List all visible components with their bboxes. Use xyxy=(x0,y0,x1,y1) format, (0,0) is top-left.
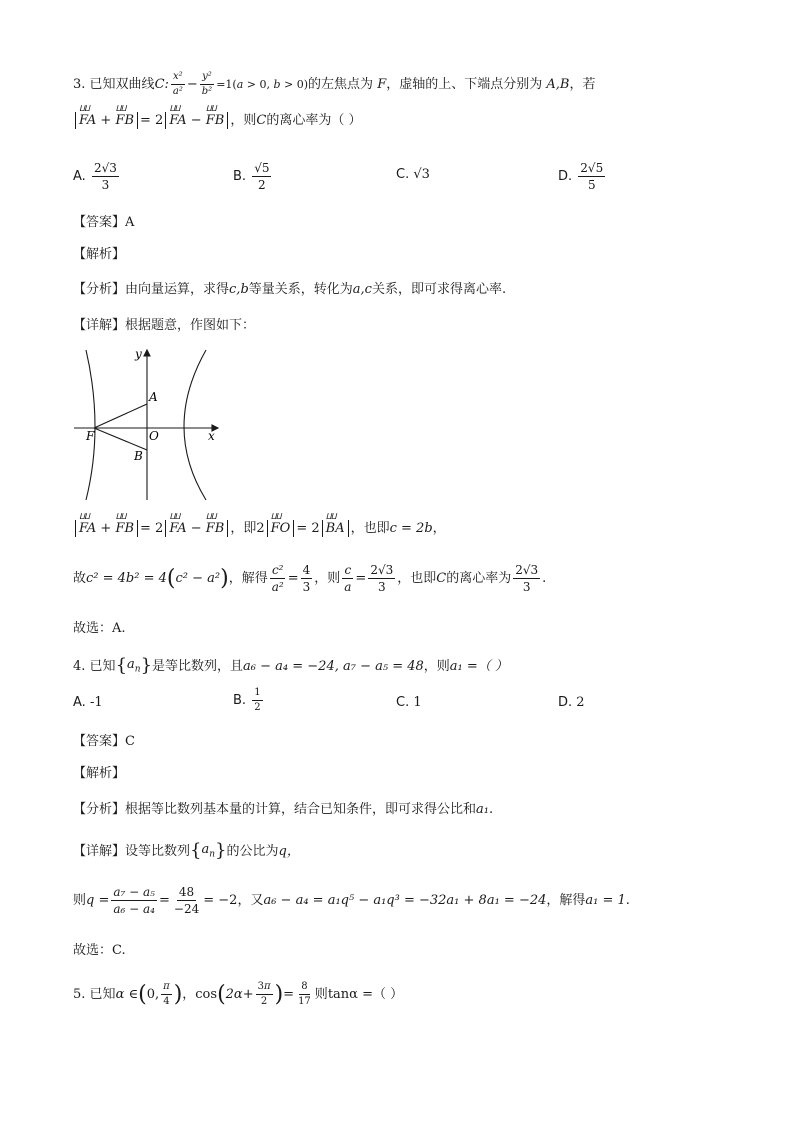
q4-option-b-num: 1 xyxy=(252,688,262,701)
q5-number: 5. xyxy=(73,987,86,1002)
q4-option-a-value: -1 xyxy=(89,695,103,710)
label-b: B xyxy=(134,449,143,463)
q4-stem-b: 是等比数列，且 xyxy=(152,658,244,674)
q3-step2-frac-43: $\frac{4}{3}$ xyxy=(302,563,311,594)
q3-answer-tag: 【答案】 xyxy=(73,215,126,230)
q4-step-tail: ，解得 xyxy=(546,893,586,908)
q3-stem-c: ，虚轴的上、下端点分别为 xyxy=(386,77,543,92)
q3-eq-cond: =1(a > 0, b > 0) xyxy=(216,78,309,91)
q3-conclusion: 故选：A. xyxy=(73,621,126,636)
q3-answer xyxy=(73,216,134,229)
q3-step2-frac-e2: $\frac{2√3}{3}$ xyxy=(515,563,539,594)
q4-detail-b: 的公比为 xyxy=(226,843,279,859)
q4-analysis-tag: 【解析】 xyxy=(73,766,126,781)
q3-fenxi-tag: 【分析】 xyxy=(73,282,126,297)
q3-cond-tail: ，则 xyxy=(230,113,257,128)
q4-option-b-label: B. xyxy=(233,693,247,708)
segment-fa xyxy=(94,404,147,428)
q3-step2-head: 故 xyxy=(73,571,87,586)
q4-number: 4. xyxy=(73,658,86,674)
q4-detail-tag: 【详解】 xyxy=(73,843,126,859)
q3-option-d-value xyxy=(578,162,605,191)
q3-fenxi-text-a: 由向量运算，求得 xyxy=(125,282,230,297)
q3-fenxi-text-c: 关系，即可求得离心率. xyxy=(371,282,507,297)
q3-step1-eq: c = 2b xyxy=(389,521,433,536)
q4-option-d-label: D. xyxy=(558,695,573,710)
label-o: O xyxy=(149,429,159,443)
q3-fenxi-vars2: a,c xyxy=(352,282,372,297)
q3-step2-eq: c² = 4b² = 4 xyxy=(86,571,167,586)
q4-option-b-den: 2 xyxy=(254,702,261,713)
q3-option-d-label: D. xyxy=(558,169,573,184)
q3-option-b-value xyxy=(252,162,271,191)
q3-option-b-label: B. xyxy=(233,169,247,184)
q3-step2-end: 的离心率为 xyxy=(446,571,512,586)
label-y: y xyxy=(135,347,142,361)
q3-step2-solve: ，解得 xyxy=(228,571,268,586)
q3-step1-mid: ，即 xyxy=(230,521,257,536)
q4-answer xyxy=(73,735,135,748)
q4-detail-a: 设等比数列 xyxy=(125,843,191,859)
q4-ask: a₁ =（ ） xyxy=(449,658,508,674)
q3-stem-d: ，若 xyxy=(569,77,596,92)
q3-option-c-value: √3 xyxy=(413,167,430,182)
q3-stem-line-2: ⵡⵡ FA + ⵡⵡ FB = 2 ⵡⵡ FA − ⵡⵡ FB ，则 C 的离心率为（ ） xyxy=(73,112,361,129)
q4-step-frac-a: $\frac{\text{a₇ − a₅}}{\text{a₆ − a₄}}$ xyxy=(113,885,155,916)
label-a: A xyxy=(149,390,158,404)
hyperbola-figure xyxy=(72,344,222,504)
q5-ask: tanα =（ ） xyxy=(327,987,404,1002)
q3-option-b-num: √5 xyxy=(254,161,270,175)
q4-step: 则 q = $\frac{\text{a₇ − a₅}}{\text{a₆ − a₄}}$ = $\frac{48}{-24}$ = −2 ，又 a₆ − a₄ = a₁q⁵ − a₁q³ = −32a₁ + 8a₁ = −24 ，解得 a₁ = 1. xyxy=(73,885,630,916)
q3-answer-value: A xyxy=(125,215,135,230)
q3-option-a[interactable] xyxy=(73,162,121,191)
q3-step2-tail: ，也即 xyxy=(397,571,437,586)
hyperbola-left-branch xyxy=(86,350,95,500)
q3-step-1: ⵡⵡ FA + ⵡⵡ FB = 2 ⵡⵡ FA − ⵡⵡ FB ，即 2 ⵡⵡ FO = 2 ⵡⵡ BA ，也即 c = 2b ， xyxy=(73,520,446,537)
q4-conclusion: 故选：C. xyxy=(73,943,126,958)
q3-option-d-num: 2√5 xyxy=(580,161,604,175)
q4-detail: 【详解】 设等比数列 { $a_n$ } 的公比为 q， xyxy=(73,840,300,861)
q3-step2-inner: c² − a² xyxy=(175,571,221,586)
q3-frac-x2a2: $\frac{\text{x²}}{\text{a²}}$ xyxy=(172,71,183,97)
q3-step2-frac-e1: $\frac{2√3}{3}$ xyxy=(370,563,394,594)
q4-stem-a: 已知 xyxy=(89,658,116,674)
q3-option-d-den: 5 xyxy=(587,178,596,192)
q3-detail xyxy=(73,319,255,332)
q4-option-a[interactable] xyxy=(73,696,103,709)
q4-option-c-label: C. xyxy=(396,695,410,710)
q3-step1-norm-diff: ⵡⵡ FA − ⵡⵡ FB xyxy=(165,520,228,537)
q4-step-mid: ，又 xyxy=(237,893,264,908)
q3-step2-then: ，则 xyxy=(314,571,341,586)
q4-fenxi xyxy=(73,803,493,816)
q3-option-a-den: 3 xyxy=(101,178,110,192)
q3-detail-tag: 【详解】 xyxy=(73,318,126,333)
q4-answer-tag: 【答案】 xyxy=(73,734,126,749)
q3-analysis-tag: 【解析】 xyxy=(73,247,126,262)
q3-option-a-num: 2√3 xyxy=(93,161,117,175)
label-f: F xyxy=(86,429,95,443)
q3-stem-a: 已知双曲线 xyxy=(89,77,155,92)
q3-stem-line-1 xyxy=(73,72,595,97)
q3-frac-y2b2: $\frac{\text{y²}}{\text{b²}}$ xyxy=(201,71,213,97)
q3-focus: F xyxy=(377,77,387,92)
label-x: x xyxy=(208,429,215,443)
q5-stem-b: 则 xyxy=(314,987,328,1002)
q4-option-a-label: A. xyxy=(73,695,86,710)
q3-fenxi-vars1: c,b xyxy=(229,282,249,297)
q5-stem: 5. 已知 α ∈ ( 0, $\frac{\pi}{4}$ ) ，cos ( 2α+ $\frac{3\pi}{2}$ ) = $\frac{8}{17}$ 则 tanα =（ ） xyxy=(73,981,404,1007)
q3-fenxi xyxy=(73,283,506,296)
q3-ask: 的离心率为（ ） xyxy=(266,113,362,128)
q3-norm-diff: ⵡⵡ FA − ⵡⵡ FB xyxy=(165,112,228,129)
segment-fb xyxy=(94,428,147,450)
q4-fenxi-text: 根据等比数列基本量的计算，结合已知条件，即可求得公比和 xyxy=(125,802,477,817)
q3-option-c[interactable] xyxy=(396,168,430,181)
q3-points: A,B xyxy=(546,77,570,92)
q5-frac-8-17: $\frac{8}{17}$ xyxy=(298,981,311,1007)
q4-fenxi-tag: 【分析】 xyxy=(73,802,126,817)
q4-options xyxy=(73,688,723,722)
q3-step1-fo: ⵡⵡ FO xyxy=(267,520,295,537)
q4-option-c[interactable] xyxy=(396,696,422,709)
q3-step1-norm-sum: ⵡⵡ FA + ⵡⵡ FB xyxy=(75,520,138,537)
q3-number: 3. xyxy=(73,77,86,92)
q4-step-head: 则 xyxy=(73,893,87,908)
q3-fenxi-text-b: 等量关系，转化为 xyxy=(248,282,353,297)
q3-step1-tail: ，也即 xyxy=(350,521,390,536)
q3-curve-name: C: xyxy=(154,77,169,92)
q4-stem-c: ，则 xyxy=(423,658,450,674)
q5-frac-pi4: $\frac{\pi}{4}$ xyxy=(163,981,170,1007)
q3-step2-curve: C xyxy=(436,571,447,586)
q3-option-a-value xyxy=(92,162,119,191)
q4-option-d-value: 2 xyxy=(576,695,585,710)
q4-option-b-value xyxy=(252,688,262,713)
q3-norm-sum: ⵡⵡ FA + ⵡⵡ FB xyxy=(75,112,138,129)
q3-step2-frac-ca: $\frac{c}{a}$ xyxy=(344,563,352,594)
q4-detail-q: q， xyxy=(278,843,300,859)
q4-option-d[interactable] xyxy=(558,696,585,709)
q3-option-a-label: A. xyxy=(73,169,86,184)
q3-step-2: 故 c² = 4b² = 4 ( c² − a² ) ，解得 $\frac{\text{c²}}{\text{a²}}$ = $\frac{4}{3}$ ，则 $\frac{c}{a}$ = $\frac{2√3}{3}$ ，也即 C 的离心率为 $\frac{2√3}{3}$ . xyxy=(73,563,547,594)
q4-step-eq2: a₆ − a₄ = a₁q⁵ − a₁q³ = −32a₁ + 8a₁ = −24 xyxy=(263,893,547,908)
q3-option-d[interactable] xyxy=(558,162,607,191)
q4-step-frac-b: $\frac{48}{-24}$ xyxy=(173,885,200,916)
q3-option-b[interactable] xyxy=(233,162,273,191)
q4-step-res: a₁ = 1. xyxy=(585,893,630,908)
y-axis-arrow xyxy=(144,350,150,356)
q5-stem-a: 已知 xyxy=(89,987,116,1002)
q3-stem-b: 的左焦点为 xyxy=(308,77,374,92)
q3-step1-ba: ⵡⵡ BA xyxy=(322,520,349,537)
q5-frac-3pi2: $\frac{3\pi}{2}$ xyxy=(257,981,271,1007)
q4-answer-value: C xyxy=(125,734,135,749)
q4-cond: a₆ − a₄ = −24, a₇ − a₅ = 48 xyxy=(243,658,424,674)
q3-options xyxy=(73,158,723,198)
q4-fenxi-end: a₁. xyxy=(476,802,494,817)
q4-option-c-value: 1 xyxy=(413,695,422,710)
q3-minus: − xyxy=(186,77,198,92)
q3-step2-frac-c2a2: $\frac{\text{c²}}{\text{a²}}$ xyxy=(271,563,284,594)
q3-curve: C xyxy=(256,113,267,128)
q3-detail-text: 根据题意，作图如下： xyxy=(125,318,256,333)
hyperbola-right-branch xyxy=(184,350,206,500)
q3-option-b-den: 2 xyxy=(258,178,266,192)
q4-option-b[interactable] xyxy=(233,688,265,713)
q3-option-c-label: C. xyxy=(396,167,410,182)
q4-stem: 4. 已知 { $a_n$ } 是等比数列，且 a₆ − a₄ = −24, a₇ − a₅ = 48 ，则 a₁ =（ ） xyxy=(73,655,508,676)
